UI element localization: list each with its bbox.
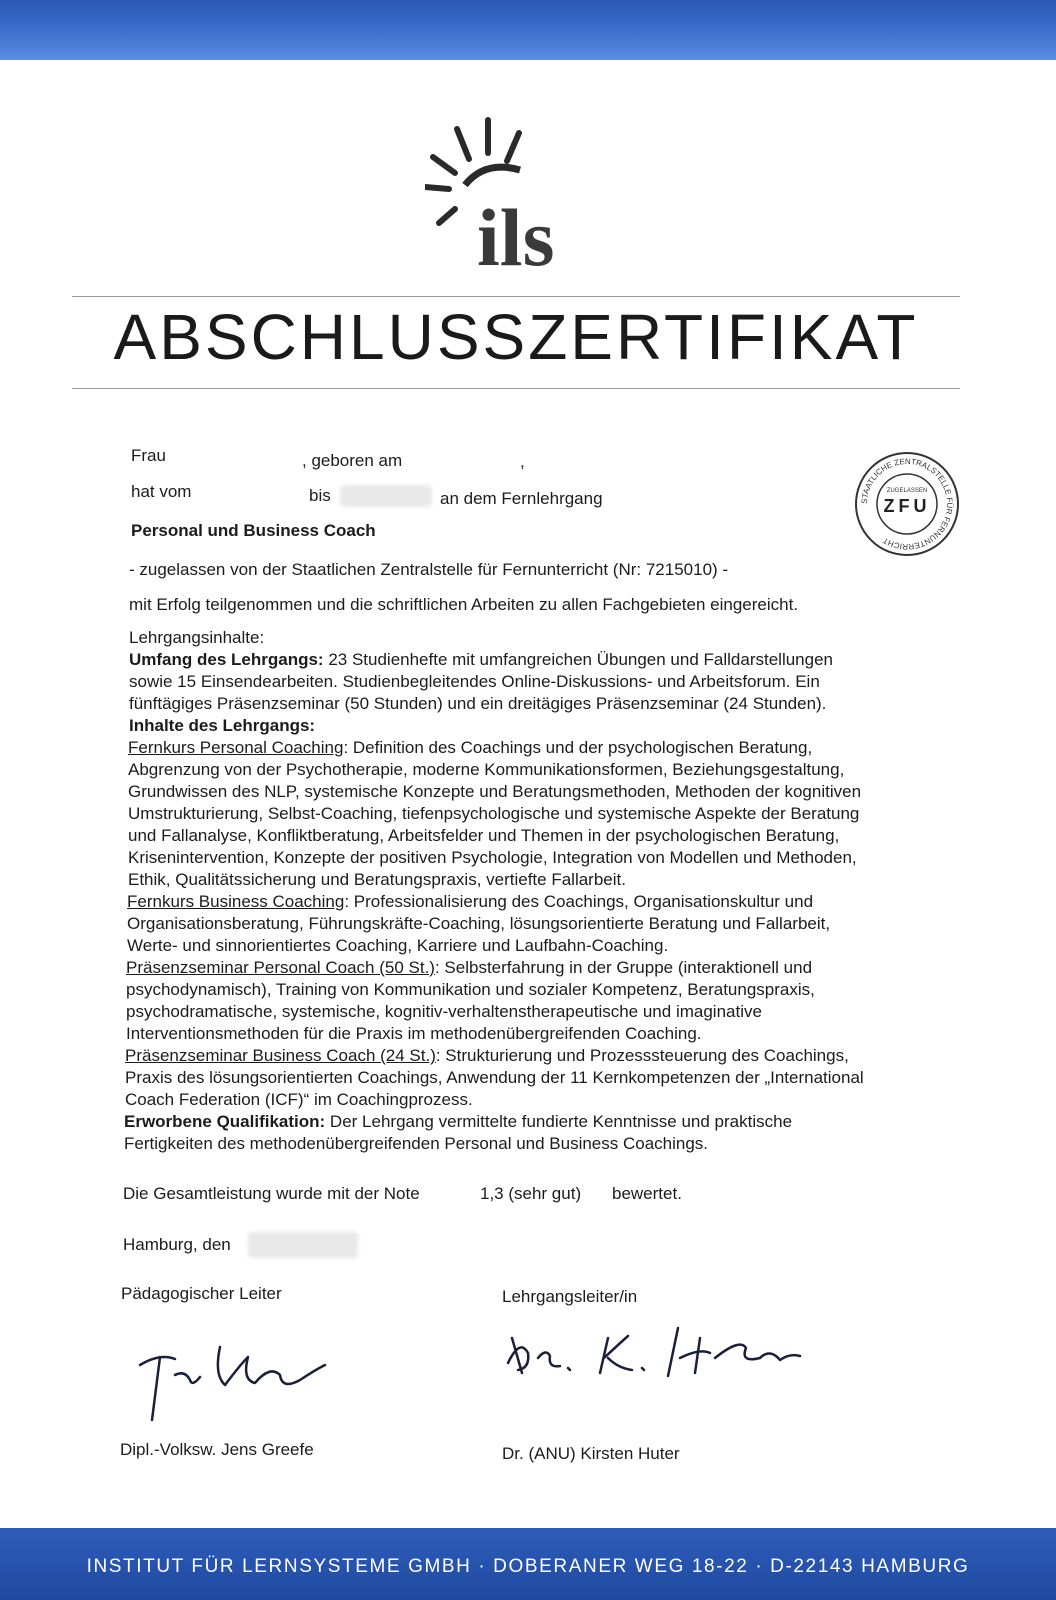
footer-band [0,1528,1056,1600]
grade-value: 1,3 (sehr gut) [480,1184,582,1203]
pc-line-1: Fernkurs Personal Coaching: Definition des Coachings und der psychologischen Beratung, [128,738,813,757]
zfu-seal [853,450,961,558]
logo-ray [425,187,449,189]
logo-text: ils [477,192,555,275]
period-from-label: hat vom [131,482,192,501]
right-signer-role: Lehrgangsleiter/in [502,1287,638,1306]
pc-line-7: Ethik, Qualitätssicherung und Beratungspraxis, vertiefte Fallarbeit. [128,870,626,889]
left-signer-name: Dipl.-Volksw. Jens Greefe [120,1440,314,1459]
contents-heading: Lehrgangsinhalte: [129,628,265,647]
redacted-date [340,485,432,507]
success-line: mit Erfolg teilgenommen und die schriftlichen Arbeiten zu allen Fachgebieten eingereicht. [129,595,799,614]
scope-line-3: fünftägiges Präsenzseminar (50 Stunden) und ein dreitägiges Präsenzseminar (24 Stunden). [129,694,827,713]
footer-address: INSTITUT FÜR LERNSYSTEME GMBH · DOBERANER WEG 18-22 · D-22143 HAMBURG [86,1556,970,1577]
pc-line-6: Krisenintervention, Konzepte der positiven Psychologie, Integration von Modellen und Methoden, [128,848,857,867]
place-label: Hamburg, den [123,1235,231,1254]
left-signature [130,1335,340,1430]
scope-line-2: sowie 15 Einsendearbeiten. Studienbegleitendes Online-Diskussions- und Arbeitsforum. Ein [129,672,820,691]
certificate-title: ABSCHLUSSZERTIFIKAT [113,301,919,373]
ps-line-2: psychodynamisch), Training von Kommunikation und sozialer Kompetenz, Beratungspraxis, [126,980,815,999]
qualification-line-1: Erworbene Qualifikation: Der Lehrgang vermittelte fundierte Kenntnisse und praktische [124,1112,793,1131]
logo-ray [457,129,469,159]
ps-line-4: Interventionsmethoden für die Praxis im methodenübergreifenden Coaching. [126,1024,702,1043]
right-signature [500,1318,820,1388]
salutation: Frau [131,446,166,465]
bc-line-2: Organisationsberatung, Führungskräfte-Coaching, lösungsorientierte Beratung und Fallarbeit, [127,914,831,933]
right-signer-name: Dr. (ANU) Kirsten Huter [502,1444,680,1463]
title-rule-top [72,296,960,297]
pc-line-4: Umstrukturierung, Selbst-Coaching, tiefenpsychologische und systemische Aspekte der Beratung [128,804,860,823]
left-signer-role: Pädagogischer Leiter [121,1284,282,1303]
pc-line-5: und Fallanalyse, Konfliktberatung, Arbeitsfelder und Themen in der psychologischen Beratung, [128,826,840,845]
born-label: , geboren am [302,451,403,470]
bs-line-3: Coach Federation (ICF)“ im Coachingprozess. [125,1090,473,1109]
pc-line-2: Abgrenzung von der Psychotherapie, moderne Kommunikationsformen, Beziehungsgestaltung, [128,760,845,779]
logo-ray [439,209,455,223]
redacted-issue-date [248,1232,358,1258]
course-intro: an dem Fernlehrgang [440,489,603,508]
comma: , [520,452,525,471]
logo-arc [465,167,520,185]
accreditation-line: - zugelassen von der Staatlichen Zentralstelle für Fernunterricht (Nr: 7215010) - [129,560,729,579]
pc-line-3: Grundwissen des NLP, systemische Konzepte und Beratungsmethoden, Methoden der kognitiven [128,782,862,801]
logo-ray [507,133,519,161]
ps-line-3: psychodramatische, systemische, kognitiv-verhaltenstherapeutische und imaginative [126,1002,762,1021]
bs-line-1: Präsenzseminar Business Coach (24 St.): Strukturierung und Prozesssteuerung des Coachings, [125,1046,849,1065]
period-to-label: bis [309,486,331,505]
seal-code: ZFU [883,496,931,516]
top-blue-band [0,0,1056,60]
scope-line-1: Umfang des Lehrgangs: 23 Studienhefte mit umfangreichen Übungen und Falldarstellungen [129,650,833,669]
bc-line-3: Werte- und sinnorientiertes Coaching, Karriere und Laufbahn-Coaching. [127,936,669,955]
course-name: Personal und Business Coach [131,521,376,540]
grade-prefix: Die Gesamtleistung wurde mit der Note [123,1184,420,1203]
qualification-line-2: Fertigkeiten des methodenübergreifenden Personal und Business Coachings. [124,1134,709,1153]
ils-logo [425,115,605,275]
title-rule-bottom [72,388,960,389]
seal-ring-text: STAATLICHE ZENTRALSTELLE FÜR FERNUNTERRICHT [859,456,955,552]
ps-line-1: Präsenzseminar Personal Coach (50 St.): Selbsterfahrung in der Gruppe (interaktionell und [126,958,813,977]
seal-sub: ZUGELASSEN [886,488,928,494]
bc-line-1: Fernkurs Business Coaching: Professionalisierung des Coachings, Organisationskultur und [127,892,814,911]
logo-ray [433,157,455,173]
grade-suffix: bewertet. [612,1184,682,1203]
contents-label: Inhalte des Lehrgangs: [129,716,316,735]
bs-line-2: Praxis des lösungsorientierten Coachings, Anwendung der 11 Kernkompetenzen der „International [125,1068,864,1087]
